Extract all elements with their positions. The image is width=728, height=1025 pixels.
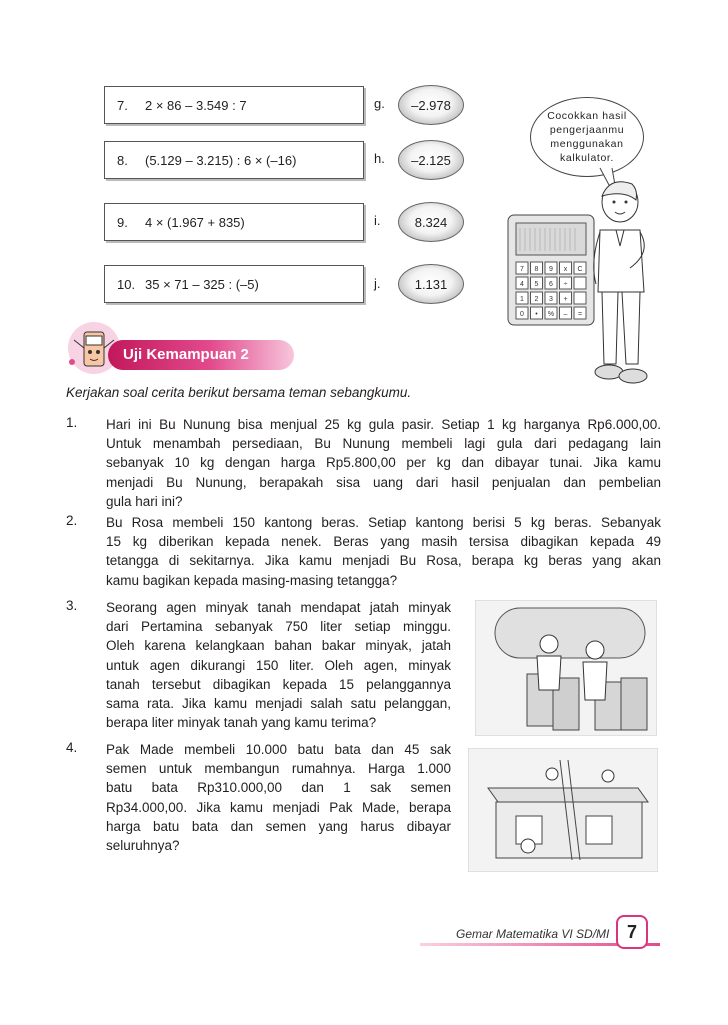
question-line: Hari ini Bu Nunung bisa menjual 25 kg gula pasir. Setiap 1 kg harganya Rp6.000,00. <box>106 417 661 432</box>
answer-value: 1.131 <box>414 276 448 292</box>
instruction-text: Kerjakan soal cerita berikut bersama teman sebangkumu. <box>66 385 412 400</box>
question-line: batu bata Rp310.000,00 dan 1 sak semen <box>106 780 451 796</box>
question-line: sebanyak 10 kg dengan harga Rp5.800,00 per kg dan dibayar tunai. Jika kamu <box>106 455 661 471</box>
question-number: 2. <box>66 513 78 528</box>
boy-illustration <box>577 172 662 397</box>
expression: 4 × (1.967 + 835) <box>145 214 245 230</box>
question-line: gula hari ini? <box>106 493 183 509</box>
calculator-key-label: 5 <box>534 281 539 288</box>
expression-box <box>104 265 364 303</box>
bubble-line: Cocokkan hasil <box>547 110 627 122</box>
expression-box <box>104 203 364 241</box>
question-line: 15 kg diberikan kepada nenek. Beras yang masih tersisa dibagikan kepada 49 <box>106 534 661 550</box>
answer-value: –2.125 <box>411 152 451 168</box>
bubble-line: menggunakan <box>550 138 624 150</box>
calculator-key-label: % <box>547 311 555 318</box>
answer-letter: i. <box>374 213 381 228</box>
question-line: Bu Rosa membeli 150 kantong beras. Setiap kantong berisi 5 kg beras. Sebanyak <box>106 515 661 530</box>
question-line: sama rata. Jika kamu menjadi salah satu pelanggan, <box>106 696 451 712</box>
calculator-key-label: C <box>577 266 583 273</box>
exercise-number: 9. <box>117 214 128 230</box>
question-line: Untuk menambah persediaan, Bu Nunung membeli lagi gula dari pedagang lain <box>106 436 661 452</box>
answer-oval <box>398 140 464 180</box>
speech-bubble <box>530 97 644 177</box>
answer-oval <box>398 85 464 125</box>
question-1 <box>106 415 661 511</box>
calculator-key-label: = <box>577 311 583 318</box>
question-2 <box>106 513 661 590</box>
answer-value: 8.324 <box>414 214 448 230</box>
answer-oval <box>398 202 464 242</box>
calculator-key-label: 2 <box>534 296 539 303</box>
expression-box <box>104 86 364 124</box>
page-number: 7 <box>616 915 648 949</box>
question-number: 1. <box>66 415 78 430</box>
question-line: Seorang agen minyak tanah mendapat jatah minyak <box>106 600 451 615</box>
calculator-key-label: 3 <box>549 296 553 303</box>
calculator-key-label: – <box>563 311 568 318</box>
bubble-line: pengerjaanmu <box>549 124 625 136</box>
exercise-number: 10. <box>117 276 136 292</box>
calculator-key-label: x <box>563 266 568 273</box>
question-line: Pak Made membeli 10.000 batu bata dan 45 sak <box>106 742 451 757</box>
calculator-key-label: 0 <box>520 311 524 318</box>
expression: 35 × 71 – 325 : (–5) <box>145 276 259 292</box>
calculator-key-label: ÷ <box>563 281 568 288</box>
question-line: kamu bagikan kepada masing-masing tetangga? <box>106 572 398 588</box>
house-building-illustration <box>468 748 658 872</box>
answer-oval <box>398 264 464 304</box>
footer-book-title: Gemar Matematika VI SD/MI <box>456 927 610 941</box>
question-line: harga batu bata dan semen yang harus dibayar <box>106 818 451 834</box>
question-line: menjadi Bu Nunung, berapakah sisa uang dari hasil penjualan dan pembelian <box>106 474 661 490</box>
expression: 2 × 86 – 3.549 : 7 <box>145 97 247 113</box>
oil-agent-illustration <box>475 600 657 736</box>
question-number: 3. <box>66 598 78 613</box>
expression-box <box>104 141 364 179</box>
question-line: untuk agen dikurangi 150 liter. Oleh agen, minyak <box>106 657 451 673</box>
section-title: Uji Kemampuan 2 <box>123 346 249 363</box>
section-banner <box>108 340 294 370</box>
calculator-key-label: 6 <box>549 281 553 288</box>
exercise-number: 8. <box>117 152 128 168</box>
question-line: tanah tersebut dibagikan kepada 15 pelanggannya <box>106 676 451 692</box>
question-line: berapa liter minyak tanah yang kamu terima? <box>106 715 377 731</box>
calculator-key-label: • <box>535 311 538 318</box>
exercise-number: 7. <box>117 97 128 113</box>
question-line: Rp34.000,00. Jika kamu menjadi Pak Made, berapa <box>106 799 451 815</box>
calculator-key-label: + <box>563 296 568 303</box>
question-line: seluruhnya? <box>106 838 180 854</box>
calculator-key-label: 4 <box>520 281 524 288</box>
expression: (5.129 – 3.215) : 6 × (–16) <box>145 152 297 168</box>
answer-letter: j. <box>374 276 381 291</box>
answer-letter: h. <box>374 151 385 166</box>
question-line: dari Pertamina sebanyak 750 liter setiap minggu. <box>106 619 451 635</box>
question-number: 4. <box>66 740 78 755</box>
calculator-key-label: 7 <box>520 266 524 273</box>
question-line: semen untuk membangun rumahnya. Harga 1.000 <box>106 761 451 777</box>
question-4 <box>106 740 451 855</box>
answer-value: –2.978 <box>411 97 451 113</box>
answer-letter: g. <box>374 96 385 111</box>
bubble-line: kalkulator. <box>560 152 614 164</box>
calculator-key-label: 1 <box>520 296 524 303</box>
calculator-key-label: 8 <box>534 266 539 273</box>
question-line: tetangga di sekitarnya. Jika kamu menjadi Bu Rosa, berapa kg beras yang akan <box>106 553 661 569</box>
calculator-key-label: 9 <box>549 266 553 273</box>
question-3 <box>106 598 451 732</box>
question-line: Oleh karena kelangkaan bahan bakar minyak, jatah <box>106 638 451 654</box>
